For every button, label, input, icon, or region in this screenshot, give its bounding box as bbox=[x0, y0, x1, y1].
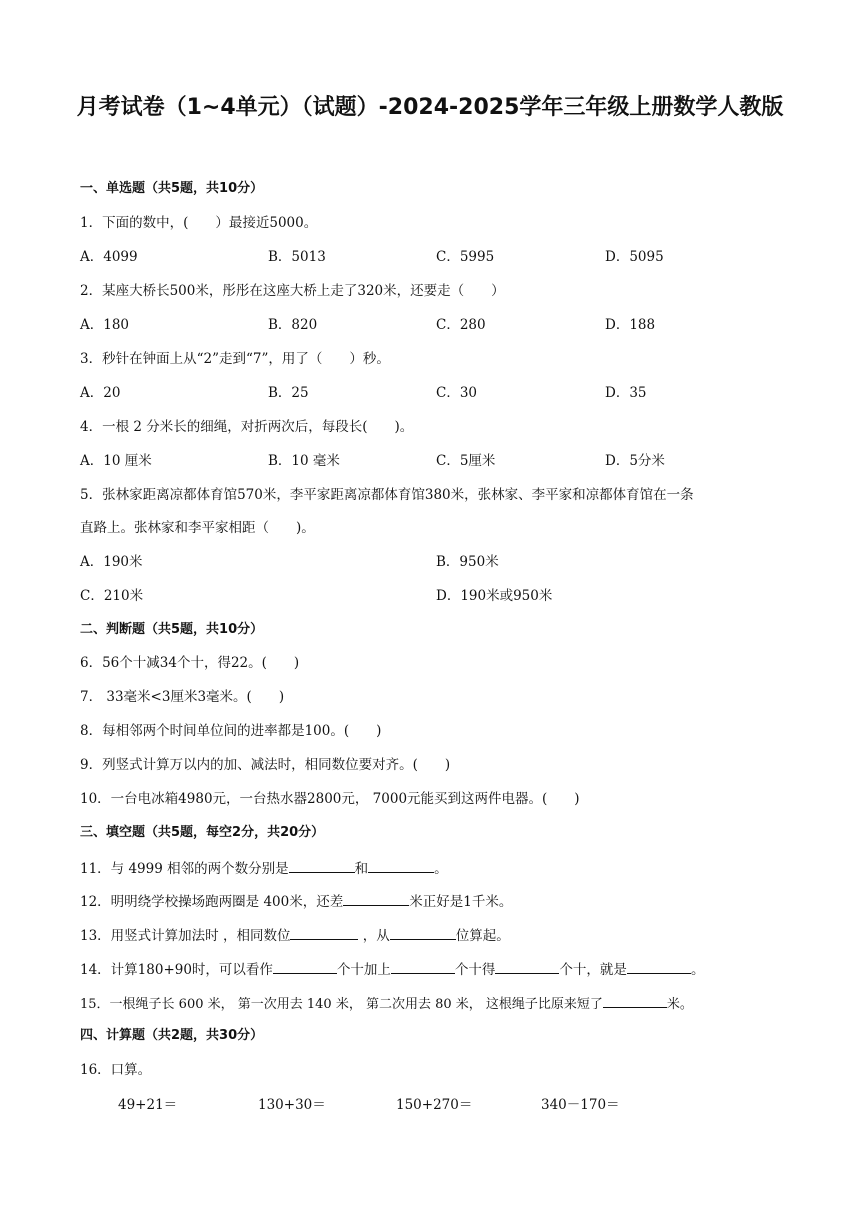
question-1-option-c: C．5995 bbox=[436, 249, 495, 265]
section-heading-true-false: 二、判断题（共5题，共10分） bbox=[80, 622, 264, 637]
question-4-option-b: B．10 毫米 bbox=[268, 453, 340, 469]
question-14-text-3: 个十得 bbox=[454, 962, 496, 978]
question-13-text-3: 位算起。 bbox=[455, 928, 510, 944]
question-12-text-1: 12．明明绕学校操场跑两圈是 400米，还差 bbox=[80, 894, 344, 910]
question-4-stem: 4．一根 2 分米长的细绳，对折两次后，每段长( )。 bbox=[80, 419, 414, 435]
question-7: 7． 33毫米<3厘米3毫米。( ) bbox=[80, 689, 285, 705]
question-2-option-c: C．280 bbox=[436, 317, 486, 333]
question-5-option-a: A．190米 bbox=[80, 554, 143, 570]
question-4-option-d: D．5分米 bbox=[605, 453, 665, 469]
question-14 bbox=[80, 959, 704, 979]
question-6: 6．56个十减34个十，得22。( ) bbox=[80, 655, 300, 671]
question-5-stem-line-2: 直路上。张林家和李平家相距（ )。 bbox=[80, 520, 315, 536]
mental-math-item-2: 130+30＝ bbox=[258, 1097, 326, 1113]
question-13-text-2: ，从 bbox=[358, 928, 390, 944]
question-3-option-c: C．30 bbox=[436, 385, 478, 401]
question-1-option-b: B．5013 bbox=[268, 249, 326, 265]
question-12-text-2: 米正好是1千米。 bbox=[409, 894, 513, 910]
question-12 bbox=[80, 891, 512, 911]
question-16-stem: 16．口算。 bbox=[80, 1062, 152, 1078]
answer-blank[interactable] bbox=[343, 891, 409, 906]
page-title: 月考试卷（1~4单元）（试题）-2024-2025学年三年级上册数学人教版 bbox=[76, 95, 784, 120]
question-13 bbox=[80, 925, 510, 945]
question-9: 9．列竖式计算万以内的加、减法时，相同数位要对齐。( ) bbox=[80, 757, 451, 773]
question-13-text-1: 13．用竖式计算加法时 ，相同数位 bbox=[80, 928, 291, 944]
question-14-text-4: 个十，就是 bbox=[559, 962, 627, 978]
question-14-text-1: 14．计算180+90时，可以看作 bbox=[80, 962, 273, 978]
question-14-text-2: 个十加上 bbox=[336, 962, 391, 978]
question-11 bbox=[80, 858, 448, 878]
question-2-option-d: D．188 bbox=[605, 317, 656, 333]
mental-math-item-1: 49+21＝ bbox=[118, 1097, 178, 1113]
question-2-stem: 2．某座大桥长500米，彤彤在这座大桥上走了320米，还要走（ ） bbox=[80, 283, 505, 299]
section-heading-calculation: 四、计算题（共2题，共30分） bbox=[80, 1028, 264, 1043]
answer-blank[interactable] bbox=[273, 959, 337, 974]
question-2-option-a: A．180 bbox=[80, 317, 130, 333]
section-heading-fill-in: 三、填空题（共5题，每空2分，共20分） bbox=[80, 825, 325, 840]
question-5-option-b: B．950米 bbox=[436, 554, 499, 570]
question-4-option-a: A．10 厘米 bbox=[80, 453, 152, 469]
question-3-option-a: A．20 bbox=[80, 385, 121, 401]
question-3-option-b: B．25 bbox=[268, 385, 309, 401]
question-5-stem-line-1: 5．张林家距离凉都体育馆570米，李平家距离凉都体育馆380米，张林家、李平家和凉都体育馆在一条 bbox=[80, 487, 694, 503]
question-1-stem: 1．下面的数中，( ）最接近5000。 bbox=[80, 215, 318, 231]
question-3-option-d: D．35 bbox=[605, 385, 647, 401]
question-1-option-d: D．5095 bbox=[605, 249, 664, 265]
question-5-option-c: C．210米 bbox=[80, 588, 144, 604]
question-1-option-a: A．4099 bbox=[80, 249, 138, 265]
answer-blank[interactable] bbox=[289, 858, 355, 873]
answer-blank[interactable] bbox=[603, 993, 667, 1008]
question-11-text-3: 。 bbox=[434, 861, 448, 877]
answer-blank[interactable] bbox=[368, 858, 434, 873]
mental-math-item-4: 340－170＝ bbox=[541, 1097, 620, 1113]
mental-math-item-3: 150+270＝ bbox=[396, 1097, 473, 1113]
question-8: 8．每相邻两个时间单位间的进率都是100。( ) bbox=[80, 723, 382, 739]
question-11-text-2: 和 bbox=[354, 861, 369, 877]
question-4-option-c: C．5厘米 bbox=[436, 453, 496, 469]
question-3-stem: 3．秒针在钟面上从“2”走到“7”，用了（ ）秒。 bbox=[80, 351, 390, 367]
question-10: 10．一台电冰箱4980元，一台热水器2800元， 7000元能买到这两件电器。( ) bbox=[80, 791, 580, 807]
question-15 bbox=[80, 993, 693, 1014]
question-2-option-b: B．820 bbox=[268, 317, 318, 333]
section-heading-single-choice: 一、单选题（共5题，共10分） bbox=[80, 181, 264, 196]
question-11-text-1: 11．与 4999 相邻的两个数分别是 bbox=[80, 861, 289, 877]
question-14-text-5: 。 bbox=[690, 962, 705, 978]
question-15-text-1: 15．一根绳子长 600 米， 第一次用去 140 米， 第二次用去 80 米， 这根绳子比原来短了 bbox=[80, 997, 603, 1012]
answer-blank[interactable] bbox=[495, 959, 559, 974]
question-5-option-d: D．190米或950米 bbox=[436, 588, 553, 604]
answer-blank[interactable] bbox=[390, 925, 456, 940]
question-15-text-2: 米。 bbox=[666, 997, 693, 1012]
answer-blank[interactable] bbox=[391, 959, 455, 974]
answer-blank[interactable] bbox=[627, 959, 691, 974]
answer-blank[interactable] bbox=[290, 925, 358, 940]
